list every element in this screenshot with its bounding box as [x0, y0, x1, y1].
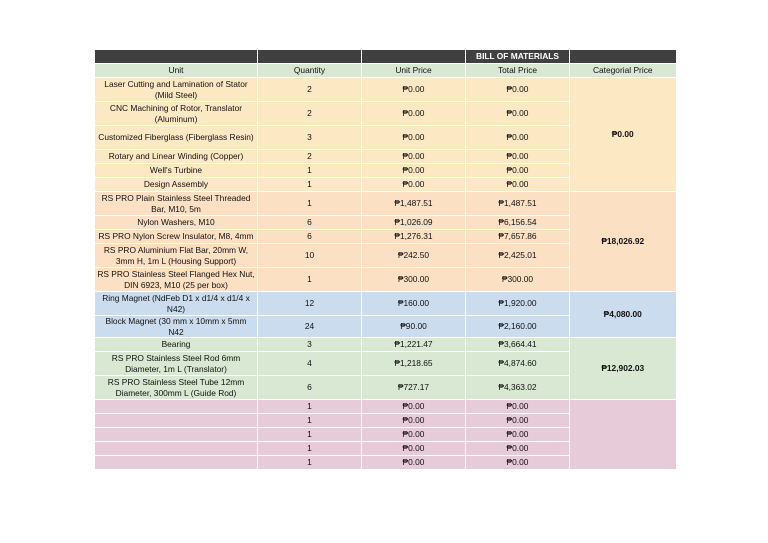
table-row: [95, 292, 676, 316]
total-price-cell[interactable]: ₱0.00: [466, 442, 570, 456]
total-price-cell[interactable]: ₱0.00: [466, 78, 570, 102]
unit-cell[interactable]: [95, 400, 258, 414]
table-row: [95, 78, 676, 102]
unit-cell[interactable]: Block Magnet (30 mm x 10mm x 5mm N42: [95, 316, 258, 338]
unit-price-cell[interactable]: ₱0.00: [362, 150, 466, 164]
quantity-cell[interactable]: 3: [258, 338, 362, 352]
unit-cell[interactable]: CNC Machining of Rotor, Translator (Aluminum): [95, 102, 258, 126]
unit-cell[interactable]: RS PRO Plain Stainless Steel Threaded Bar, M10, 5m: [95, 192, 258, 216]
table-row: [95, 338, 676, 352]
unit-cell[interactable]: Nylon Washers, M10: [95, 216, 258, 230]
categorial-price-cell[interactable]: ₱4,080.00: [570, 292, 676, 338]
unit-price-cell[interactable]: ₱0.00: [362, 164, 466, 178]
quantity-cell[interactable]: 24: [258, 316, 362, 338]
total-price-cell[interactable]: ₱0.00: [466, 126, 570, 150]
quantity-cell[interactable]: 10: [258, 244, 362, 268]
unit-price-cell[interactable]: ₱1,026.09: [362, 216, 466, 230]
total-price-cell[interactable]: ₱0.00: [466, 456, 570, 470]
total-price-cell[interactable]: ₱0.00: [466, 164, 570, 178]
column-header-categorial-price[interactable]: Categorial Price: [570, 64, 676, 78]
quantity-cell[interactable]: 1: [258, 164, 362, 178]
table-row: [95, 192, 676, 216]
title-row: [95, 50, 676, 64]
unit-price-cell[interactable]: ₱90.00: [362, 316, 466, 338]
unit-cell[interactable]: Rotary and Linear Winding (Copper): [95, 150, 258, 164]
column-header-unit[interactable]: Unit: [95, 64, 258, 78]
total-price-cell[interactable]: ₱1,487.51: [466, 192, 570, 216]
unit-price-cell[interactable]: ₱0.00: [362, 428, 466, 442]
categorial-price-cell[interactable]: [570, 400, 676, 470]
unit-cell[interactable]: RS PRO Nylon Screw Insulator, M8, 4mm: [95, 230, 258, 244]
unit-cell[interactable]: Customized Fiberglass (Fiberglass Resin): [95, 126, 258, 150]
unit-price-cell[interactable]: ₱727.17: [362, 376, 466, 400]
column-header-unit-price[interactable]: Unit Price: [362, 64, 466, 78]
column-header-total-price[interactable]: Total Price: [466, 64, 570, 78]
quantity-cell[interactable]: 2: [258, 102, 362, 126]
unit-price-cell[interactable]: ₱160.00: [362, 292, 466, 316]
categorial-price-cell[interactable]: ₱12,902.03: [570, 338, 676, 400]
quantity-cell[interactable]: 4: [258, 352, 362, 376]
unit-price-cell[interactable]: ₱1,276.31: [362, 230, 466, 244]
total-price-cell[interactable]: ₱4,363.02: [466, 376, 570, 400]
header-row: [95, 64, 676, 78]
total-price-cell[interactable]: ₱300.00: [466, 268, 570, 292]
bill-of-materials-table: [94, 50, 676, 470]
total-price-cell[interactable]: ₱1,920.00: [466, 292, 570, 316]
total-price-cell[interactable]: ₱0.00: [466, 428, 570, 442]
unit-price-cell[interactable]: ₱0.00: [362, 126, 466, 150]
quantity-cell[interactable]: 1: [258, 268, 362, 292]
total-price-cell[interactable]: ₱0.00: [466, 414, 570, 428]
total-price-cell[interactable]: ₱7,657.86: [466, 230, 570, 244]
unit-cell[interactable]: [95, 414, 258, 428]
unit-cell[interactable]: RS PRO Stainless Steel Tube 12mm Diameter, 300mm L (Guide Rod): [95, 376, 258, 400]
quantity-cell[interactable]: 1: [258, 400, 362, 414]
unit-cell[interactable]: Laser Cutting and Lamination of Stator (Mild Steel): [95, 78, 258, 102]
total-price-cell[interactable]: ₱3,664.41: [466, 338, 570, 352]
quantity-cell[interactable]: 1: [258, 428, 362, 442]
unit-price-cell[interactable]: ₱0.00: [362, 456, 466, 470]
unit-cell[interactable]: Well's Turbine: [95, 164, 258, 178]
quantity-cell[interactable]: 1: [258, 442, 362, 456]
quantity-cell[interactable]: 1: [258, 192, 362, 216]
categorial-price-cell[interactable]: ₱0.00: [570, 78, 676, 192]
total-price-cell[interactable]: ₱6,156.54: [466, 216, 570, 230]
total-price-cell[interactable]: ₱0.00: [466, 102, 570, 126]
unit-cell[interactable]: RS PRO Stainless Steel Flanged Hex Nut, DIN 6923, M10 (25 per box): [95, 268, 258, 292]
quantity-cell[interactable]: 1: [258, 414, 362, 428]
total-price-cell[interactable]: ₱4,874.60: [466, 352, 570, 376]
unit-cell[interactable]: [95, 428, 258, 442]
quantity-cell[interactable]: 6: [258, 230, 362, 244]
unit-price-cell[interactable]: ₱1,218.65: [362, 352, 466, 376]
unit-price-cell[interactable]: ₱0.00: [362, 102, 466, 126]
unit-price-cell[interactable]: ₱0.00: [362, 400, 466, 414]
total-price-cell[interactable]: ₱0.00: [466, 178, 570, 192]
unit-price-cell[interactable]: ₱0.00: [362, 442, 466, 456]
unit-price-cell[interactable]: ₱242.50: [362, 244, 466, 268]
unit-price-cell[interactable]: ₱0.00: [362, 178, 466, 192]
quantity-cell[interactable]: 3: [258, 126, 362, 150]
total-price-cell[interactable]: ₱2,425.01: [466, 244, 570, 268]
quantity-cell[interactable]: 6: [258, 376, 362, 400]
categorial-price-cell[interactable]: ₱18,026.92: [570, 192, 676, 292]
quantity-cell[interactable]: 1: [258, 178, 362, 192]
column-header-quantity[interactable]: Quantity: [258, 64, 362, 78]
unit-cell[interactable]: [95, 442, 258, 456]
unit-price-cell[interactable]: ₱0.00: [362, 78, 466, 102]
quantity-cell[interactable]: 6: [258, 216, 362, 230]
quantity-cell[interactable]: 2: [258, 78, 362, 102]
total-price-cell[interactable]: ₱0.00: [466, 150, 570, 164]
table-title[interactable]: BILL OF MATERIALS: [466, 50, 570, 64]
unit-cell[interactable]: RS PRO Stainless Steel Rod 6mm Diameter, 1m L (Translator): [95, 352, 258, 376]
quantity-cell[interactable]: 12: [258, 292, 362, 316]
quantity-cell[interactable]: 2: [258, 150, 362, 164]
total-price-cell[interactable]: ₱0.00: [466, 400, 570, 414]
unit-price-cell[interactable]: ₱300.00: [362, 268, 466, 292]
unit-cell[interactable]: [95, 456, 258, 470]
table-row: [95, 400, 676, 414]
unit-price-cell[interactable]: ₱1,221.47: [362, 338, 466, 352]
unit-cell[interactable]: Design Assembly: [95, 178, 258, 192]
unit-cell[interactable]: Ring Magnet (NdFeb D1 x d1/4 x d1/4 x N42): [95, 292, 258, 316]
unit-price-cell[interactable]: ₱0.00: [362, 414, 466, 428]
unit-price-cell[interactable]: ₱1,487.51: [362, 192, 466, 216]
total-price-cell[interactable]: ₱2,160.00: [466, 316, 570, 338]
unit-cell[interactable]: RS PRO Aluminium Flat Bar, 20mm W, 3mm H, 1m L (Housing Support): [95, 244, 258, 268]
quantity-cell[interactable]: 1: [258, 456, 362, 470]
unit-cell[interactable]: Bearing: [95, 338, 258, 352]
